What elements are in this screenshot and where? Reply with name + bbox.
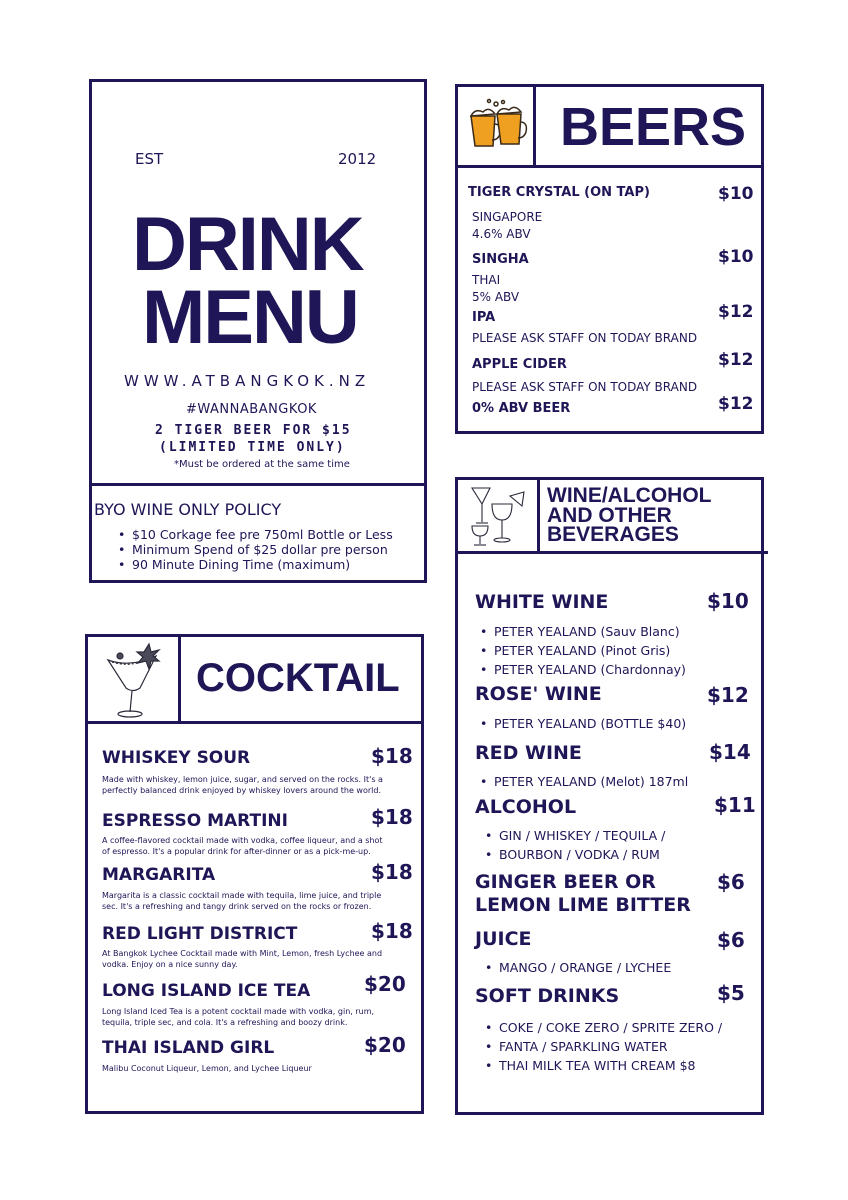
cocktail-heading: COCKTAIL	[196, 656, 400, 700]
cocktail-desc: sec. It's a refreshing and tangy drink served on the rocks or frozen.	[102, 902, 372, 911]
beer-detail: PLEASE ASK STAFF ON TODAY BRAND	[472, 380, 698, 394]
beers-header-divider	[455, 165, 764, 168]
wine-section-name: SOFT DRINKS	[475, 985, 620, 1007]
beer-price: $12	[718, 350, 754, 370]
cocktail-desc: of espresso. It's a popular drink for after-dinner or as a pick-me-up.	[102, 847, 371, 856]
wine-glasses-icon	[466, 482, 530, 548]
wine-section-name: WHITE WINE	[475, 591, 609, 613]
wine-heading-line1: WINE/ALCOHOL	[547, 484, 712, 507]
website: WWW.ATBANGKOK.NZ	[124, 372, 371, 390]
beer-price: $12	[718, 302, 754, 322]
wine-section-name: ROSE' WINE	[475, 683, 602, 705]
cocktail-desc: Malibu Coconut Liqueur, Lemon, and Lychee Liqueur	[102, 1064, 312, 1073]
beer-price: $10	[718, 247, 754, 267]
wine-section-list	[476, 622, 686, 679]
cocktail-name: WHISKEY SOUR	[102, 748, 251, 768]
beer-detail: PLEASE ASK STAFF ON TODAY BRAND	[472, 331, 698, 345]
beer-detail: 4.6% ABV	[472, 227, 531, 241]
wine-item: • PETER YEALAND (Pinot Gris)	[476, 641, 686, 660]
beers-icon-divider	[533, 84, 536, 167]
byo-item: • Minimum Spend of $25 dollar pre person	[114, 542, 393, 557]
wine-section-list	[476, 714, 686, 733]
wine-item: • PETER YEALAND (Chardonnay)	[476, 660, 686, 679]
beer-name: APPLE CIDER	[472, 357, 567, 372]
wine-item: • MANGO / ORANGE / LYCHEE	[481, 958, 671, 977]
wine-item: • PETER YEALAND (Sauv Blanc)	[476, 622, 686, 641]
beer-price: $12	[718, 394, 754, 414]
byo-item: • $10 Corkage fee pre 750ml Bottle or Less	[114, 527, 393, 542]
beer-detail: THAI	[472, 273, 501, 287]
wine-section-name: JUICE	[475, 928, 532, 950]
title-line2: MENU	[142, 275, 358, 360]
wine-section-name: GINGER BEER OR	[475, 871, 656, 893]
beer-price: $10	[718, 184, 754, 204]
beer-mugs-icon	[465, 96, 529, 154]
byo-list	[114, 527, 393, 572]
cocktail-price: $18	[371, 860, 413, 884]
cocktail-name: LONG ISLAND ICE TEA	[102, 981, 311, 1001]
wine-section-price: $6	[717, 928, 745, 952]
est-label: EST	[135, 150, 164, 168]
cocktail-desc: vodka. Enjoy on a nice sunny day.	[102, 960, 238, 969]
wine-item: • THAI MILK TEA WITH CREAM $8	[481, 1056, 722, 1075]
wine-header-divider	[455, 551, 768, 554]
cocktail-name: MARGARITA	[102, 865, 216, 885]
wine-icon-divider	[537, 477, 540, 553]
wine-section-price: $6	[717, 870, 745, 894]
cocktail-desc: Long Island Iced Tea is a potent cocktail made with vodka, gin, rum,	[102, 1007, 375, 1016]
beer-name: IPA	[472, 310, 496, 325]
beer-name: 0% ABV BEER	[472, 401, 571, 416]
beer-detail: 5% ABV	[472, 290, 520, 304]
wine-item: • PETER YEALAND (BOTTLE $40)	[476, 714, 686, 733]
promo-line2: (LIMITED TIME ONLY)	[159, 440, 346, 455]
cocktail-desc: perfectly balanced drink enjoyed by whiskey lovers around the world.	[102, 786, 381, 795]
cocktail-name: THAI ISLAND GIRL	[102, 1038, 275, 1058]
wine-item: • GIN / WHISKEY / TEQUILA /	[481, 826, 665, 845]
hashtag: #WANNABANGKOK	[186, 402, 317, 417]
cocktail-desc: Margarita is a classic cocktail made with tequila, lime juice, and triple	[102, 891, 382, 900]
beers-heading: BEERS	[560, 97, 747, 157]
wine-section-price: $10	[707, 589, 749, 613]
wine-heading-line2: AND OTHER	[547, 504, 672, 527]
cocktail-header-divider	[85, 721, 424, 724]
est-year: 2012	[338, 150, 377, 168]
cocktail-desc: At Bangkok Lychee Cocktail made with Mint, Lemon, fresh Lychee and	[102, 949, 383, 958]
cocktail-desc: Made with whiskey, lemon juice, sugar, and served on the rocks. It's a	[102, 775, 383, 784]
cocktail-price: $20	[364, 1033, 406, 1057]
beer-name: SINGHA	[472, 252, 529, 267]
byo-heading: BYO WINE ONLY POLICY	[94, 500, 282, 519]
cocktail-name: RED LIGHT DISTRICT	[102, 924, 298, 944]
cocktail-desc: A coffee-flavored cocktail made with vodka, coffee liqueur, and a shot	[102, 836, 383, 845]
cocktail-name: ESPRESSO MARTINI	[102, 811, 288, 831]
wine-section-price: $12	[707, 683, 749, 707]
wine-item: • PETER YEALAND (Melot) 187ml	[476, 772, 688, 791]
wine-section-name-line2: LEMON LIME BITTER	[475, 894, 691, 916]
cocktail-price: $18	[371, 919, 413, 943]
beer-name: TIGER CRYSTAL (ON TAP)	[468, 185, 650, 200]
wine-item: • FANTA / SPARKLING WATER	[481, 1037, 722, 1056]
promo-line1: 2 TIGER BEER FOR $15	[155, 423, 352, 438]
wine-section-name: ALCOHOL	[475, 796, 577, 818]
wine-section-list	[481, 826, 665, 864]
cocktail-icon-divider	[178, 634, 181, 723]
title-line1: DRINK	[132, 202, 363, 287]
promo-note: *Must be ordered at the same time	[174, 459, 350, 470]
wine-section-list	[481, 958, 671, 977]
cocktail-price: $20	[364, 972, 406, 996]
wine-heading-line3: BEVERAGES	[547, 523, 679, 546]
wine-section-price: $5	[717, 981, 745, 1005]
cocktail-price: $18	[371, 744, 413, 768]
wine-section-price: $11	[714, 793, 756, 817]
wine-section-list	[481, 1018, 722, 1075]
cocktail-price: $18	[371, 805, 413, 829]
beer-detail: SINGAPORE	[472, 210, 543, 224]
cocktail-glass-icon	[100, 638, 166, 720]
wine-item: • BOURBON / VODKA / RUM	[481, 845, 665, 864]
wine-section-price: $14	[709, 740, 751, 764]
wine-item: • COKE / COKE ZERO / SPRITE ZERO /	[481, 1018, 722, 1037]
byo-item: • 90 Minute Dining Time (maximum)	[114, 557, 393, 572]
wine-section-list	[476, 772, 688, 791]
cocktail-desc: tequila, triple sec, and cola. It's a refreshing and boozy drink.	[102, 1018, 348, 1027]
wine-section-name: RED WINE	[475, 742, 582, 764]
